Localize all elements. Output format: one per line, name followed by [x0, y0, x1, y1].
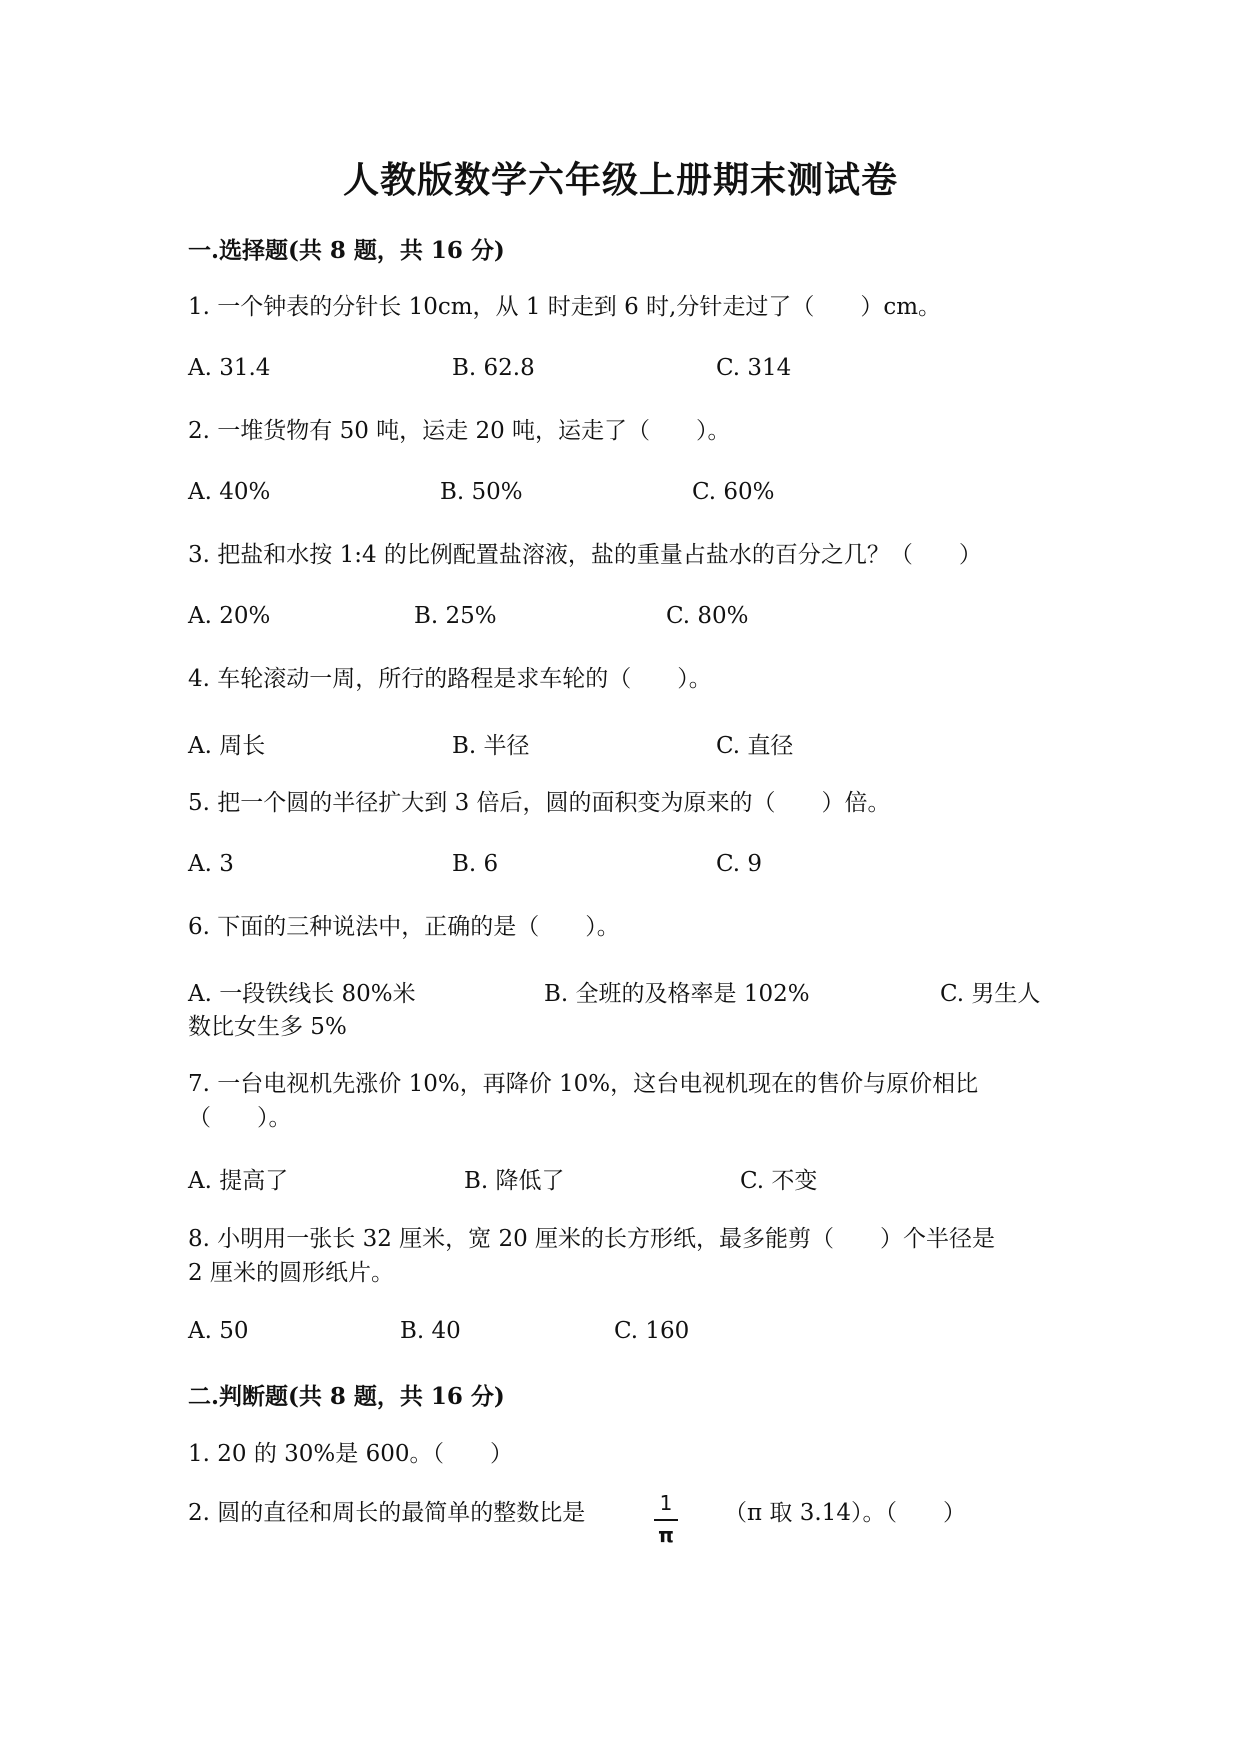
section-heading-choice: 一.选择题(共 8 题，共 16 分) — [188, 237, 505, 264]
option-1a: A. 31.4 — [188, 355, 271, 381]
option-7c: C. 不变 — [740, 1168, 818, 1194]
option-2b: B. 50% — [440, 479, 523, 505]
option-7b: B. 降低了 — [464, 1168, 565, 1194]
question-8-continued: 2 厘米的圆形纸片。 — [188, 1260, 394, 1286]
section-heading-judge: 二.判断题(共 8 题，共 16 分) — [188, 1383, 505, 1410]
option-2c: C. 60% — [692, 479, 775, 505]
option-1b: B. 62.8 — [452, 355, 535, 381]
option-1c: C. 314 — [716, 355, 792, 381]
question-1: 1. 一个钟表的分针长 10cm，从 1 时走到 6 时,分针走过了（ ）cm。 — [188, 294, 942, 320]
option-8c: C. 160 — [614, 1318, 690, 1344]
question-6: 6. 下面的三种说法中，正确的是（ ）。 — [188, 914, 620, 940]
option-3a: A. 20% — [188, 603, 271, 629]
question-7-continued: （ ）。 — [188, 1105, 292, 1131]
option-5a: A. 3 — [188, 851, 234, 877]
fraction-bar — [654, 1519, 678, 1521]
judge-question-1: 1. 20 的 30%是 600。（ ） — [188, 1441, 513, 1467]
question-7: 7. 一台电视机先涨价 10%，再降价 10%，这台电视机现在的售价与原价相比 — [188, 1071, 979, 1097]
option-5c: C. 9 — [716, 851, 763, 877]
option-3b: B. 25% — [414, 603, 497, 629]
page-title: 人教版数学六年级上册期末测试卷 — [342, 159, 898, 201]
option-6b: B. 全班的及格率是 102% — [544, 981, 810, 1007]
fraction-one-over-pi — [654, 1490, 678, 1547]
option-6a: A. 一段铁线长 80%米 — [188, 981, 416, 1007]
option-8a: A. 50 — [188, 1318, 249, 1344]
question-8: 8. 小明用一张长 32 厘米，宽 20 厘米的长方形纸，最多能剪（ ）个半径是 — [188, 1226, 996, 1252]
option-7a: A. 提高了 — [188, 1168, 289, 1194]
option-4a: A. 周长 — [188, 733, 266, 759]
judge-question-2: 2. 圆的直径和周长的最简单的整数比是 — [188, 1500, 586, 1526]
question-4: 4. 车轮滚动一周，所行的路程是求车轮的（ ）。 — [188, 666, 712, 692]
option-2a: A. 40% — [188, 479, 271, 505]
option-5b: B. 6 — [452, 851, 499, 877]
question-2: 2. 一堆货物有 50 吨，运走 20 吨，运走了（ ）。 — [188, 418, 731, 444]
fraction-denominator: π — [658, 1523, 674, 1547]
option-4b: B. 半径 — [452, 733, 530, 759]
question-5: 5. 把一个圆的半径扩大到 3 倍后，圆的面积变为原来的（ ）倍。 — [188, 790, 891, 816]
fraction-numerator: 1 — [659, 1491, 673, 1515]
option-6c-continued: 数比女生多 5% — [188, 1014, 347, 1040]
option-4c: C. 直径 — [716, 733, 794, 759]
judge-question-2-continued: （π 取 3.14）。（ ） — [724, 1500, 966, 1526]
option-8b: B. 40 — [400, 1318, 461, 1344]
question-3: 3. 把盐和水按 1:4 的比例配置盐溶液，盐的重量占盐水的百分之几？（ ） — [188, 542, 982, 568]
option-6c: C. 男生人 — [940, 981, 1041, 1007]
option-3c: C. 80% — [666, 603, 749, 629]
